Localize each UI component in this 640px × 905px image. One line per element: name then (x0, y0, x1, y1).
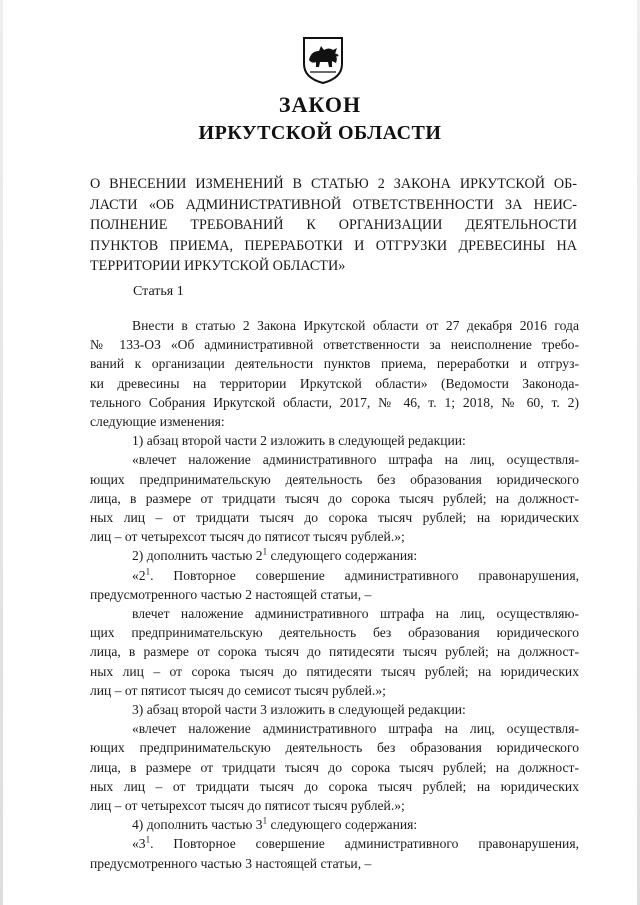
subject-line: ЛАСТИ «ОБ АДМИНИСТРАТИВНОЙ ОТВЕТСТВЕННОСТИ ЗА НЕИС- (90, 196, 577, 213)
text-part: 4) дополнить частью 3 (132, 817, 263, 833)
text-line (90, 834, 579, 853)
superscript: 1 (145, 834, 151, 845)
text-line: предусмотренного частью 3 настоящей статьи, – (90, 855, 372, 871)
text-line: ющих предпринимательскую деятельность без образования юридического (90, 471, 579, 487)
article-body (90, 316, 579, 873)
text-line: ных лиц – от сорока тысяч до пятидесяти тысяч рублей; на юридических (90, 663, 579, 679)
text-line: предусмотренного частью 2 настоящей статьи, – (90, 586, 372, 602)
superscript: 1 (262, 815, 268, 826)
text-line: тельного Собрания Иркутской области, 2017, № 46, т. 1; 2018, № 60, т. 2) (90, 394, 579, 410)
text-line: влечет наложение административного штрафа на лиц, осуществляю- (132, 606, 579, 622)
text-line: ных лиц – от тридцати тысяч до сорока тысяч рублей; на юридических (90, 510, 579, 526)
text-line (90, 566, 579, 585)
text-part: следующего содержания: (267, 548, 418, 564)
text-line: Внести в статью 2 Закона Иркутской области от 27 декабря 2016 года (132, 318, 579, 333)
text-part: . Повторное совершение административного правонарушения, (150, 567, 579, 583)
text-part: . Повторное совершение административного правонарушения, (150, 836, 579, 852)
text-line: лиц – от четырехсот тысяч до пятисот тысяч рублей.»; (90, 798, 405, 814)
text-line: лица, в размере от сорока тысяч до пятидесяти тысяч рублей; на должност- (90, 644, 579, 660)
text-line: ющих предпринимательскую деятельность без образования юридического (90, 740, 579, 756)
subject-line: ТЕРРИТОРИИ ИРКУТСКОЙ ОБЛАСТИ» (90, 258, 346, 274)
text-part: «3 (132, 836, 146, 852)
text-part: «2 (132, 567, 146, 583)
law-subject (90, 174, 577, 277)
text-line: ки древесины на территории Иркутской области» (Ведомости Законода- (90, 375, 579, 391)
text-line (90, 546, 579, 565)
superscript: 1 (145, 566, 151, 577)
text-line: ных лиц – от тридцати тысяч до сорока тысяч рублей; на юридических (90, 778, 579, 794)
text-line: лица, в размере от тридцати тысяч до сорока тысяч рублей; на должност- (90, 759, 579, 775)
text-line: «влечет наложение административного штрафа на лиц, осуществля- (132, 721, 579, 737)
text-line: 1) абзац второй части 2 изложить в следующей редакции: (132, 433, 466, 449)
coat-of-arms-icon (302, 34, 344, 84)
article-heading: Статья 1 (133, 284, 184, 299)
text-line: лиц – от четырехсот тысяч до пятисот тысяч рублей.»; (90, 529, 405, 545)
text-line: лица, в размере от тридцати тысяч до сорока тысяч рублей; на должност- (90, 490, 579, 506)
law-region-title: ИРКУТСКОЙ ОБЛАСТИ (198, 122, 442, 144)
text-line: «влечет наложение административного штрафа на лиц, осуществля- (132, 452, 579, 468)
subject-line: ПОЛНЕНИЕ ТРЕБОВАНИЙ К ОРГАНИЗАЦИИ ДЕЯТЕЛЬНОСТИ (90, 217, 577, 233)
text-line: 3) абзац второй части 3 изложить в следующей редакции: (132, 702, 466, 718)
text-line (90, 815, 579, 834)
text-line: № 133-ОЗ «Об административной ответственности за неисполнение требо- (90, 337, 579, 353)
subject-line: О ВНЕСЕНИИ ИЗМЕНЕНИЙ В СТАТЬЮ 2 ЗАКОНА ИРКУТСКОЙ ОБ- (90, 176, 577, 192)
text-line: следующие изменения: (90, 414, 225, 430)
text-line: щих предпринимательскую деятельность без образования юридического (90, 625, 579, 641)
text-line: лиц – от пятисот тысяч до семисот тысяч рублей.»; (90, 682, 386, 698)
text-part: следующего содержания: (267, 817, 418, 833)
text-line: ваний к организации деятельности пунктов приема, переработки и отгруз- (90, 356, 579, 372)
superscript: 1 (262, 546, 268, 557)
law-title: ЗАКОН (278, 92, 362, 117)
text-part: 2) дополнить частью 2 (132, 548, 263, 564)
subject-line: ПУНКТОВ ПРИЕМА, ПЕРЕРАБОТКИ И ОТГРУЗКИ ДРЕВЕСИНЫ НА (90, 237, 577, 254)
